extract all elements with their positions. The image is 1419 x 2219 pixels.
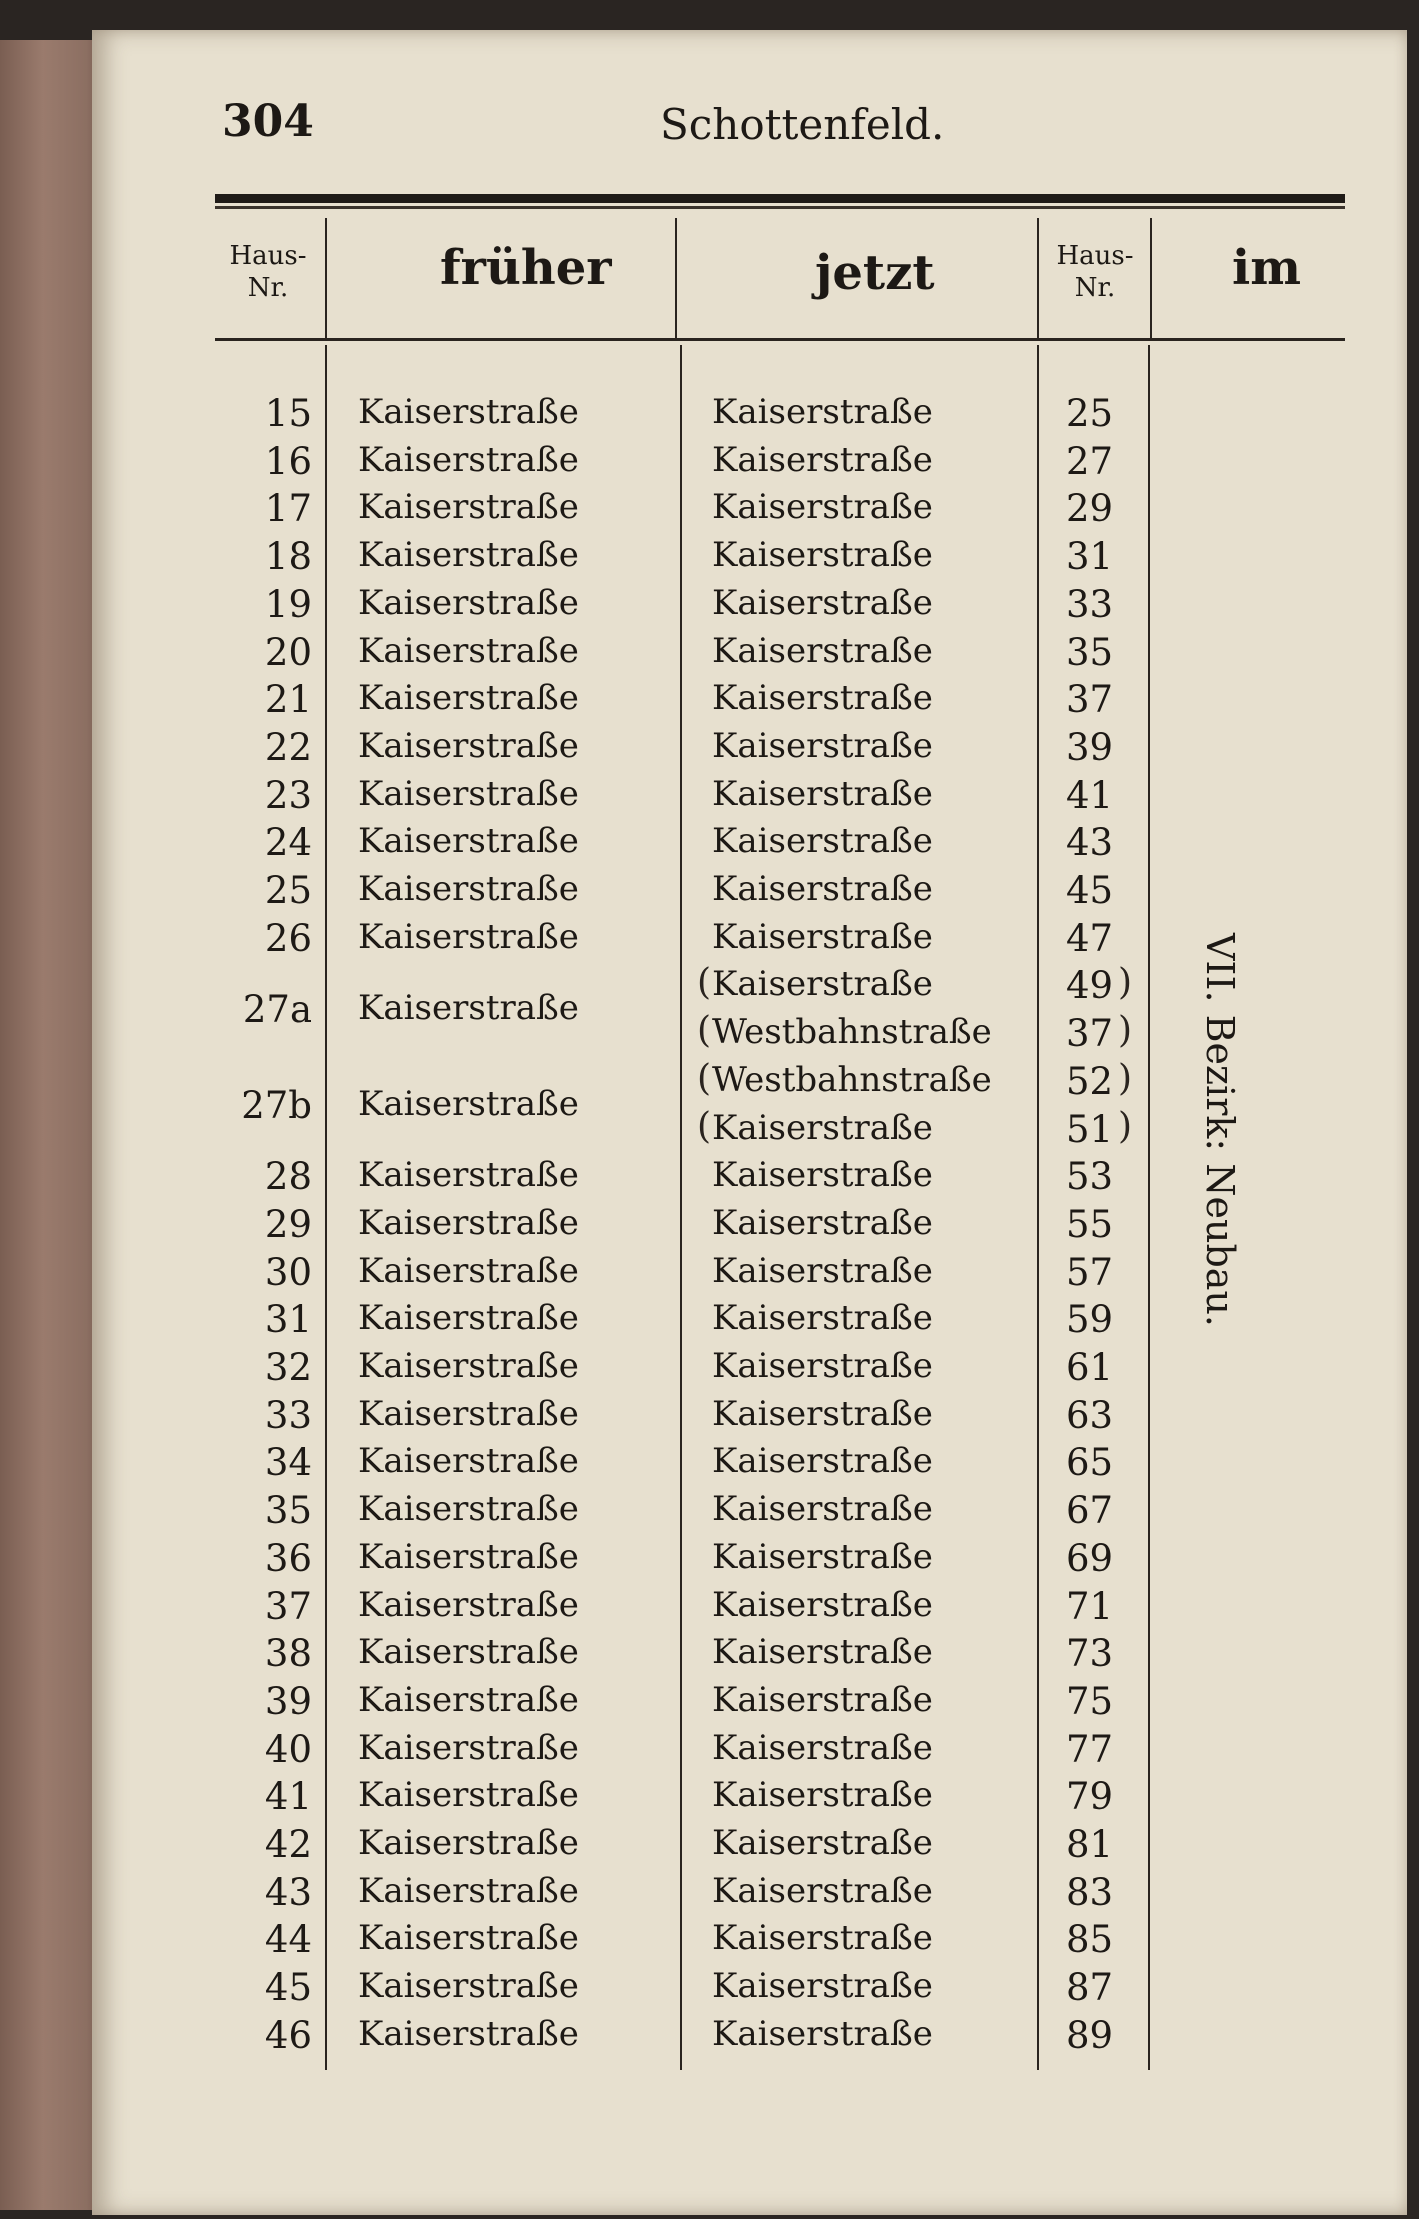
brace-mark: (	[697, 1105, 712, 1147]
old-house-number: 44	[264, 1918, 312, 1962]
page-number: 304	[222, 96, 314, 147]
old-house-number: 21	[264, 678, 312, 722]
new-house-number: 35	[1066, 630, 1114, 674]
current-street: Kaiserstraße	[712, 1441, 933, 1482]
current-street: Kaiserstraße	[712, 1918, 933, 1959]
running-title: Schottenfeld.	[660, 100, 945, 149]
new-house-number: 33	[1066, 582, 1114, 626]
old-house-number: 17	[264, 487, 312, 531]
brace-mark: )	[1118, 1105, 1133, 1147]
brace-mark: )	[1118, 1057, 1133, 1099]
new-house-number: 69	[1066, 1536, 1114, 1580]
current-street: Kaiserstraße	[712, 1823, 933, 1863]
old-house-number: 25	[264, 869, 312, 912]
header-frueher: früher	[440, 240, 612, 296]
new-house-number: 53	[1066, 1155, 1114, 1199]
new-house-number: 87	[1066, 1966, 1114, 2010]
old-house-number: 16	[264, 439, 312, 483]
former-street: Kaiserstraße	[358, 535, 579, 576]
new-house-number: 61	[1066, 1346, 1114, 1389]
current-street: Kaiserstraße	[712, 439, 933, 480]
current-street: Kaiserstraße	[712, 2013, 933, 2054]
new-house-number: 47	[1066, 916, 1114, 960]
new-house-number: 63	[1066, 1393, 1114, 1437]
former-street: Kaiserstraße	[358, 630, 579, 671]
current-street: Kaiserstraße	[712, 725, 933, 766]
former-street: Kaiserstraße	[358, 1536, 579, 1577]
former-street: Kaiserstraße	[358, 1918, 579, 1959]
current-street: Kaiserstraße	[712, 773, 933, 814]
header-jetzt: jetzt	[815, 245, 935, 301]
former-street: Kaiserstraße	[358, 869, 579, 909]
old-house-number: 30	[264, 1250, 312, 1294]
new-house-number: 31	[1066, 535, 1114, 579]
current-street: Kaiserstraße	[712, 1584, 933, 1625]
new-house-number: 52	[1066, 1059, 1114, 1103]
former-street: Kaiserstraße	[358, 1727, 579, 1768]
header-divider	[325, 218, 327, 338]
header-nr-label: Nr.	[247, 273, 289, 303]
old-house-number: 45	[264, 1966, 312, 2010]
new-house-number: 39	[1066, 725, 1114, 769]
new-house-number: 43	[1066, 821, 1114, 865]
new-house-number: 85	[1066, 1918, 1114, 1962]
old-house-number: 28	[264, 1155, 312, 1199]
former-street: Kaiserstraße	[358, 916, 579, 957]
current-street: Westbahnstraße	[712, 1012, 992, 1053]
column-divider	[325, 345, 327, 2070]
column-divider	[680, 345, 682, 2070]
old-house-number: 23	[264, 773, 312, 817]
old-house-number: 20	[264, 630, 312, 674]
new-house-number: 71	[1066, 1584, 1114, 1628]
new-house-number: 83	[1066, 1870, 1114, 1914]
old-house-number: 32	[264, 1346, 312, 1389]
new-house-number: 41	[1066, 773, 1114, 817]
current-street: Kaiserstraße	[712, 392, 933, 432]
current-street: Kaiserstraße	[712, 1679, 933, 1720]
new-house-number: 81	[1066, 1823, 1114, 1866]
new-house-number: 57	[1066, 1250, 1114, 1294]
former-street: Kaiserstraße	[358, 725, 579, 766]
current-street: Kaiserstraße	[712, 1489, 933, 1530]
old-house-number: 27b	[241, 1083, 312, 1127]
current-street: Kaiserstraße	[712, 1393, 933, 1434]
former-street: Kaiserstraße	[358, 2013, 579, 2054]
old-house-number: 46	[264, 2013, 312, 2057]
old-house-number: 27a	[242, 988, 312, 1032]
district-note: VII. Bezirk: Neubau.	[1198, 932, 1242, 1328]
header-haus-label: Haus-	[1056, 241, 1134, 271]
old-house-number: 34	[264, 1441, 312, 1485]
old-house-number: 39	[264, 1679, 312, 1723]
former-street: Kaiserstraße	[358, 487, 579, 528]
old-house-number: 36	[264, 1536, 312, 1580]
old-house-number: 35	[264, 1489, 312, 1533]
current-street: Kaiserstraße	[712, 1202, 933, 1243]
old-house-number: 41	[264, 1775, 312, 1819]
former-street: Kaiserstraße	[358, 1775, 579, 1816]
former-street: Kaiserstraße	[358, 821, 579, 862]
old-house-number: 33	[264, 1393, 312, 1437]
brace-mark: )	[1118, 962, 1133, 1004]
brace-mark: (	[697, 1057, 712, 1099]
current-street: Kaiserstraße	[712, 1966, 933, 2007]
former-street: Kaiserstraße	[358, 1823, 579, 1863]
old-house-number: 15	[264, 392, 312, 435]
current-street: Kaiserstraße	[712, 869, 933, 909]
old-house-number: 26	[264, 916, 312, 960]
former-street: Kaiserstraße	[358, 582, 579, 623]
former-street: Kaiserstraße	[358, 1155, 579, 1196]
new-house-number: 25	[1066, 392, 1114, 435]
old-house-number: 24	[264, 821, 312, 865]
current-street: Kaiserstraße	[712, 964, 933, 1005]
former-street: Kaiserstraße	[358, 1441, 579, 1482]
current-street: Kaiserstraße	[712, 1870, 933, 1911]
current-street: Kaiserstraße	[712, 1250, 933, 1291]
new-house-number: 75	[1066, 1679, 1114, 1723]
current-street: Kaiserstraße	[712, 1298, 933, 1339]
new-house-number: 89	[1066, 2013, 1114, 2057]
column-divider	[1148, 345, 1150, 2070]
current-street: Kaiserstraße	[712, 1155, 933, 1196]
former-street: Kaiserstraße	[358, 1966, 579, 2007]
current-street: Kaiserstraße	[712, 821, 933, 862]
new-house-number: 59	[1066, 1298, 1114, 1342]
brace-mark: (	[697, 962, 712, 1004]
header-nr-label: Nr.	[1074, 273, 1116, 303]
header-im: im	[1232, 240, 1302, 296]
current-street: Kaiserstraße	[712, 1632, 933, 1673]
header-divider	[1150, 218, 1152, 338]
old-house-number: 38	[264, 1632, 312, 1676]
new-house-number: 79	[1066, 1775, 1114, 1819]
former-street: Kaiserstraße	[358, 678, 579, 719]
new-house-number: 51	[1066, 1107, 1114, 1151]
new-house-number: 73	[1066, 1632, 1114, 1676]
former-street: Kaiserstraße	[358, 988, 579, 1029]
header-haus-nr-left	[218, 240, 318, 304]
header-haus-label: Haus-	[229, 241, 307, 271]
former-street: Kaiserstraße	[358, 1393, 579, 1434]
old-house-number: 37	[264, 1584, 312, 1628]
current-street: Westbahnstraße	[712, 1059, 992, 1100]
old-house-number: 31	[264, 1298, 312, 1342]
header-bottom-rule	[215, 338, 1345, 341]
old-house-number: 29	[264, 1202, 312, 1246]
old-house-number: 40	[264, 1727, 312, 1771]
current-street: Kaiserstraße	[712, 582, 933, 623]
former-street: Kaiserstraße	[358, 1250, 579, 1291]
former-street: Kaiserstraße	[358, 773, 579, 814]
current-street: Kaiserstraße	[712, 487, 933, 528]
header-divider	[675, 218, 677, 338]
old-house-number: 22	[264, 725, 312, 769]
old-house-number: 43	[264, 1870, 312, 1914]
former-street: Kaiserstraße	[358, 1083, 579, 1124]
old-house-number: 19	[264, 582, 312, 626]
header-rule-thin	[215, 206, 1345, 209]
header-divider	[1037, 218, 1039, 338]
current-street: Kaiserstraße	[712, 535, 933, 576]
former-street: Kaiserstraße	[358, 1679, 579, 1720]
column-divider	[1037, 345, 1039, 2070]
new-house-number: 29	[1066, 487, 1114, 531]
former-street: Kaiserstraße	[358, 1202, 579, 1243]
former-street: Kaiserstraße	[358, 1632, 579, 1673]
current-street: Kaiserstraße	[712, 1727, 933, 1768]
former-street: Kaiserstraße	[358, 392, 579, 432]
new-house-number: 77	[1066, 1727, 1114, 1771]
new-house-number: 27	[1066, 439, 1114, 483]
new-house-number: 37	[1066, 1012, 1114, 1056]
former-street: Kaiserstraße	[358, 1489, 579, 1530]
new-house-number: 65	[1066, 1441, 1114, 1485]
brace-mark: )	[1118, 1010, 1133, 1052]
former-street: Kaiserstraße	[358, 1870, 579, 1911]
former-street: Kaiserstraße	[358, 439, 579, 480]
former-street: Kaiserstraße	[358, 1584, 579, 1625]
new-house-number: 37	[1066, 678, 1114, 722]
old-house-number: 18	[264, 535, 312, 579]
current-street: Kaiserstraße	[712, 1536, 933, 1577]
current-street: Kaiserstraße	[712, 630, 933, 671]
former-street: Kaiserstraße	[358, 1346, 579, 1386]
brace-mark: (	[697, 1010, 712, 1052]
current-street: Kaiserstraße	[712, 1775, 933, 1816]
header-haus-nr-right	[1040, 240, 1150, 304]
header-rule-heavy	[215, 194, 1345, 203]
current-street: Kaiserstraße	[712, 1346, 933, 1386]
former-street: Kaiserstraße	[358, 1298, 579, 1339]
new-house-number: 49	[1066, 964, 1114, 1008]
current-street: Kaiserstraße	[712, 1107, 933, 1148]
new-house-number: 45	[1066, 869, 1114, 912]
current-street: Kaiserstraße	[712, 916, 933, 957]
current-street: Kaiserstraße	[712, 678, 933, 719]
new-house-number: 55	[1066, 1202, 1114, 1246]
old-house-number: 42	[264, 1823, 312, 1866]
new-house-number: 67	[1066, 1489, 1114, 1533]
